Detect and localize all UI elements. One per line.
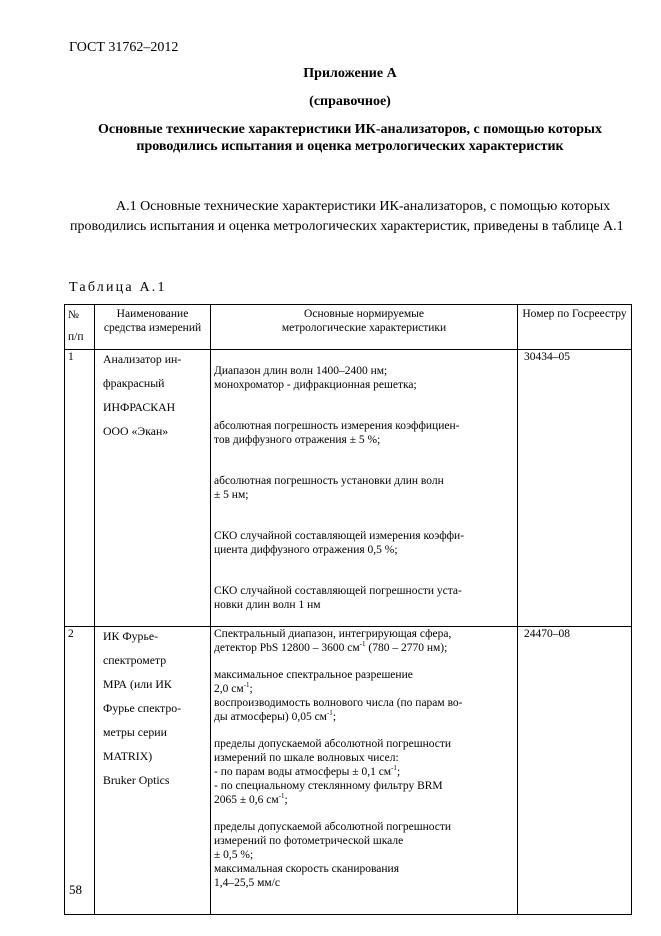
- char-line: измерений по фотометрической шкале: [214, 835, 404, 847]
- registry-number: 30434–05: [518, 350, 632, 627]
- header-registry-number: Номер по Госреестру: [518, 305, 632, 350]
- header-num-symbol: №: [68, 309, 79, 321]
- characteristic-block: абсолютная погрешность установки длин волн ± 5 нм;: [214, 475, 444, 501]
- char-line: (780 – 2770 нм);: [365, 642, 448, 654]
- instrument-name: [95, 627, 211, 915]
- char-line: ды атмосферы) 0,05 см: [214, 711, 327, 723]
- characteristic-block: СКО случайной составляющей измерения коэффи- циента диффузного отражения 0,5 %;: [214, 530, 465, 556]
- standard-designation: ГОСТ 31762–2012: [69, 40, 179, 55]
- name-line: MATRIX): [103, 749, 153, 763]
- char-line: измерений по шкале волновых чисел:: [214, 752, 399, 764]
- char-line: Спектральный диапазон, интегрирующая сфера,: [214, 628, 452, 640]
- characteristic-block: [214, 627, 514, 655]
- name-line: Фурье спектро-: [103, 701, 182, 715]
- header-num: [65, 305, 95, 350]
- char-line: максимальная скорость сканирования: [214, 863, 399, 875]
- row-number: 2: [65, 627, 95, 915]
- appendix-heading: Основные технические характеристики ИК-анализаторов, с помощью которых проводились испытания и оценка метрологических характеристик: [98, 122, 602, 154]
- characteristic-block: [214, 668, 514, 724]
- characteristic-block: [214, 737, 514, 807]
- char-line: ;: [284, 794, 288, 806]
- char-line: максимальное спектральное разрешение: [214, 669, 413, 681]
- superscript: -1: [326, 709, 333, 717]
- header-name: Наименование средства измерений: [95, 305, 211, 350]
- char-line: детектор PbS 12800 – 3600 см: [214, 642, 360, 654]
- characteristics-table: [64, 304, 632, 915]
- char-line: - по специальному стеклянному фильтру BRM: [214, 780, 443, 792]
- char-line: ± 0,5 %;: [214, 849, 254, 861]
- table-row: [65, 350, 632, 627]
- registry-number: 24470–08: [518, 627, 632, 915]
- char-line: 1,4–25,5 мм/с: [214, 877, 280, 889]
- superscript: -1: [359, 640, 366, 648]
- name-line: ООО «Экан»: [103, 424, 169, 438]
- char-line: ;: [332, 711, 337, 723]
- row-number: 1: [65, 350, 95, 627]
- char-line: воспроизводимость волнового числа (по парам во-: [214, 697, 463, 709]
- name-line: ИНФРАСКАН: [103, 400, 176, 414]
- header-num-abbr: п/п: [68, 331, 84, 343]
- name-line: ИК Фурье-: [103, 629, 158, 643]
- char-line: 2065 ± 0,6 см: [214, 794, 279, 806]
- instrument-name: [95, 350, 211, 627]
- appendix-subtitle: (справочное): [309, 94, 391, 109]
- superscript: -1: [391, 764, 397, 772]
- superscript: -1: [243, 681, 250, 689]
- characteristic-block: [214, 820, 514, 890]
- superscript: -1: [278, 792, 285, 800]
- name-line: Анализатор ин-: [103, 352, 182, 366]
- char-line: ;: [249, 683, 253, 695]
- characteristic-block: абсолютная погрешность измерения коэффициен- тов диффузного отражения ± 5 %;: [214, 420, 460, 446]
- char-line: пределы допускаемой абсолютной погрешности: [214, 821, 452, 833]
- characteristics: [211, 350, 518, 627]
- name-line: фракрасный: [103, 376, 165, 390]
- intro-paragraph: А.1 Основные технические характеристики ИК-анализаторов, с помощью которых проводились испытания и оценка метрологических характеристик, приведены в таблице А.1: [70, 199, 624, 234]
- table-row: [65, 627, 632, 915]
- characteristic-block: Диапазон длин волн 1400–2400 нм; монохроматор - дифракционная решетка;: [214, 365, 417, 391]
- characteristic-block: СКО случайной составляющей погрешности уста- новки длин волн 1 нм: [214, 585, 462, 611]
- name-line: спектрометр: [103, 653, 167, 667]
- name-line: Bruker Optics: [103, 773, 170, 787]
- char-line: - по парам воды атмосферы ± 0,1 см: [214, 766, 392, 778]
- char-line: пределы допускаемой абсолютной погрешности: [214, 738, 452, 750]
- characteristics: [211, 627, 518, 915]
- table-header-row: [65, 305, 632, 350]
- char-line: ;: [396, 766, 401, 778]
- page-number: 58: [69, 882, 82, 897]
- name-line: метры серии: [103, 725, 167, 739]
- table-caption: Таблица А.1: [69, 280, 167, 295]
- appendix-title: Приложение А: [303, 66, 397, 81]
- char-line: 2,0 см: [214, 683, 244, 695]
- name-line: МРА (или ИК: [103, 677, 172, 691]
- header-characteristics: Основные нормируемые метрологические характеристики: [211, 305, 518, 350]
